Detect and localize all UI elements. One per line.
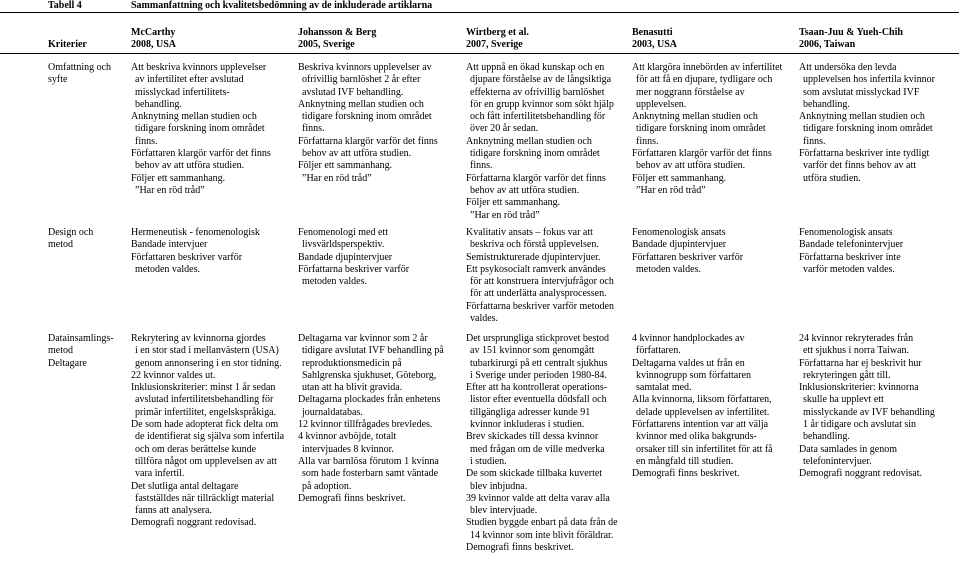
cell-line: tidigare forskning inom området: [636, 123, 766, 135]
cell-line: ”Har en röd tråd”: [135, 184, 205, 196]
study-year-4: 2003, USA: [632, 39, 678, 50]
cell-line: och om deras berättelse kunde: [135, 443, 257, 455]
table-cell: [799, 333, 935, 481]
cell-line: Alla var barnlösa förutom 1 kvinna: [298, 455, 439, 467]
cell-line: rekryteringen gått till.: [803, 369, 891, 381]
study-author-3: Wirtberg et al.: [466, 27, 529, 38]
cell-line: Anknytning mellan studien och: [632, 111, 758, 123]
cell-line: De som skickade tillbaka kuvertet: [466, 468, 603, 480]
cell-line: blev intervjuade.: [470, 505, 538, 517]
criterion-line: metod: [48, 239, 73, 251]
cell-line: som avslutat misslyckad IVF: [803, 86, 920, 98]
cell-line: Författarna beskriver inte tydligt: [799, 148, 930, 160]
cell-line: Studien byggde enbart på data från de: [466, 517, 618, 529]
cell-line: avslutad IVF behandling.: [302, 86, 404, 98]
header-rule: [0, 53, 959, 54]
cell-line: valdes.: [470, 313, 499, 325]
cell-line: på adoption.: [302, 480, 352, 492]
cell-line: tidigare forskning inom området: [470, 148, 600, 160]
cell-line: 14 kvinnor som inte blivit föräldrar.: [470, 529, 614, 541]
cell-line: djupare förståelse av de långsiktiga: [470, 74, 612, 86]
cell-line: 22 kvinnor valdes ut.: [131, 369, 216, 381]
study-year-2: 2005, Sverige: [298, 39, 355, 50]
cell-line: utföra studien.: [803, 172, 861, 184]
cell-line: behov av att utföra studien.: [636, 160, 746, 172]
cell-line: upplevelsen.: [636, 98, 687, 110]
cell-line: Följer ett sammanhang.: [632, 172, 727, 184]
cell-line: skulle ha upplevt ett: [803, 394, 884, 406]
cell-line: Fenomenologisk ansats: [632, 227, 726, 238]
cell-line: fastställdes när tillräckligt material: [135, 492, 275, 504]
cell-line: livsvärldsperspektiv.: [302, 239, 385, 251]
cell-line: blev inbjudna.: [470, 480, 528, 492]
cell-line: effekterna av ofrivillig barnlöshet: [470, 86, 605, 98]
cell-line: Författarna klargör varför det finns: [466, 172, 606, 184]
cell-line: tubarkirurgi på ett centralt sjukhus: [470, 357, 608, 369]
cell-line: finns.: [803, 135, 826, 147]
cell-line: Data samlades in genom: [799, 443, 898, 455]
cell-line: Inklusionskriterier: kvinnorna: [799, 382, 919, 394]
cell-line: för att få en djupare, tydligare och: [636, 74, 773, 86]
cell-line: de identifierat sig själva som infertila: [135, 431, 285, 443]
cell-line: 1 år tidigare och avslutat sin: [803, 419, 917, 431]
cell-line: finns.: [636, 135, 659, 147]
cell-line: Författarens intention var att välja: [632, 419, 769, 431]
cell-line: 12 kvinnor tillfrågades brevledes.: [298, 419, 433, 431]
cell-line: tidigare forskning inom området: [803, 123, 933, 135]
cell-line: Följer ett sammanhang.: [131, 172, 226, 184]
study-author-1: McCarthy: [131, 27, 176, 38]
cell-line: Demografi noggrant redovisat.: [799, 468, 923, 480]
title-rule: [0, 12, 959, 13]
cell-line: finns.: [302, 123, 325, 135]
cell-line: Följer ett sammanhang.: [466, 197, 561, 209]
criterion-line: Design och: [48, 227, 94, 238]
cell-line: Demografi noggrant redovisad.: [131, 517, 257, 529]
cell-line: Brev skickades till dessa kvinnor: [466, 431, 599, 443]
cell-line: metoden valdes.: [636, 263, 701, 275]
cell-line: Semistrukturerade djupintervjuer.: [466, 251, 601, 263]
cell-line: behov av att utföra studien.: [135, 160, 245, 172]
cell-line: Demografi finns beskrivet.: [632, 468, 740, 480]
cell-line: 4 kvinnor handplockades av: [632, 333, 745, 344]
cell-line: misslyckande av IVF behandling: [803, 406, 935, 418]
cell-line: Bandade intervjuer: [131, 239, 208, 251]
table-cell: [298, 62, 438, 185]
table-cell: [131, 227, 260, 276]
cell-line: i Sverige under perioden 1980-84.: [470, 369, 607, 381]
cell-line: Författarna beskriver inte: [799, 251, 901, 263]
cell-line: Att uppnå en ökad kunskap och en: [466, 62, 605, 73]
cell-line: telefonintervjuer.: [803, 455, 872, 467]
criterion-line: Deltagare: [48, 357, 87, 369]
cell-line: metoden valdes.: [135, 263, 200, 275]
table-cell: [298, 333, 444, 505]
study-year-3: 2007, Sverige: [466, 39, 523, 50]
cell-line: och fått infertilitetsbehandling för: [470, 111, 606, 123]
study-author-4: Benasutti: [632, 27, 673, 38]
cell-line: Fenomenologisk ansats: [799, 227, 893, 238]
cell-line: upplevelsen hos infertila kvinnor: [803, 74, 935, 86]
table-cell: [632, 227, 743, 276]
table-cell: [131, 333, 284, 530]
cell-line: varför det finns behov av att: [803, 160, 917, 172]
table-cell: [131, 62, 271, 197]
cell-line: Författaren beskriver varför: [131, 251, 243, 263]
cell-line: utan att ha blivit gravida.: [302, 382, 403, 394]
cell-line: Anknytning mellan studien och: [799, 111, 925, 123]
cell-line: för att konstruera intervjufrågor och: [470, 276, 614, 288]
cell-line: över 20 år sedan.: [470, 123, 539, 135]
cell-line: tidigare forskning inom området: [135, 123, 265, 135]
cell-line: Deltagarna plockades från enhetens: [298, 394, 441, 406]
criterion-line: syfte: [48, 74, 68, 86]
table-cell: [632, 62, 782, 197]
cell-line: 24 kvinnor rekryterades från: [799, 333, 914, 344]
cell-line: Bandade telefonintervjuer: [799, 239, 904, 251]
study-author-2: Johansson & Berg: [298, 27, 377, 38]
criterion-line: Omfattning och: [48, 62, 112, 73]
table-cell: [466, 333, 618, 554]
cell-line: tidigare avslutat IVF behandling på: [302, 345, 444, 357]
cell-line: Författarna har ej beskrivit hur: [799, 357, 922, 369]
cell-line: Demografi finns beskrivet.: [466, 542, 574, 554]
table-cell: [466, 227, 614, 325]
table-label: Tabell 4: [48, 0, 82, 11]
cell-line: Deltagarna var kvinnor som 2 år: [298, 333, 428, 344]
cell-line: Bandade djupintervjuer: [632, 239, 727, 251]
cell-line: Författaren klargör varför det finns: [632, 148, 772, 160]
cell-line: ”Har en röd tråd”: [470, 209, 540, 221]
table-title: Sammanfattning och kvalitetsbedömning av de inkluderade artiklarna: [131, 0, 433, 11]
cell-line: ”Har en röd tråd”: [636, 184, 706, 196]
cell-line: av 151 kvinnor som genomgått: [470, 345, 595, 357]
criterion-cell: [48, 227, 93, 252]
cell-line: Författaren klargör varför det finns: [131, 148, 271, 160]
cell-line: avslutad infertilitetsbehandling för: [135, 394, 274, 406]
cell-line: med frågan om de ville medverka: [470, 443, 605, 455]
cell-line: Författarna beskriver varför: [298, 263, 410, 275]
cell-line: listor efter eventuella dödsfall och: [470, 394, 607, 406]
cell-line: Följer ett sammanhang.: [298, 160, 393, 172]
cell-line: Det ursprungliga stickprovet bestod: [466, 333, 610, 344]
cell-line: 4 kvinnor avböjde, totalt: [298, 431, 397, 443]
cell-line: Författarna klargör varför det finns: [298, 135, 438, 147]
cell-line: kvinnogrupp som författaren: [636, 369, 751, 381]
cell-line: tillföra något om upplevelsen av att: [135, 455, 277, 467]
cell-line: Kvalitativ ansats – fokus var att: [466, 227, 593, 238]
cell-line: intervjuades 8 kvinnor.: [302, 443, 394, 455]
criterion-line: Datainsamlings-: [48, 333, 114, 344]
criterion-line: metod: [48, 345, 73, 357]
cell-line: Anknytning mellan studien och: [466, 135, 592, 147]
cell-line: Att klargöra innebörden av infertilitet: [632, 62, 783, 73]
cell-line: genom annonsering i en stor tidning.: [135, 357, 282, 369]
table-cell: [799, 227, 903, 276]
cell-line: Efter att ha kontrollerat operations-: [466, 382, 608, 394]
cell-line: fanns att analysera.: [135, 505, 212, 517]
cell-line: av infertilitet efter avslutad: [135, 74, 244, 86]
cell-line: 39 kvinnor valde att delta varav alla: [466, 492, 610, 504]
table-cell: [632, 333, 773, 481]
cell-line: tidigare forskning inom området: [302, 111, 432, 123]
cell-line: delade upplevelsen av infertilitet.: [636, 406, 770, 418]
cell-line: Hermeneutisk - fenomenologisk: [131, 227, 260, 238]
cell-line: vara infertil.: [135, 468, 185, 480]
criterion-cell: [48, 333, 114, 370]
cell-line: kvinnor inkluderas i studien.: [470, 419, 585, 431]
cell-line: i studien.: [470, 455, 507, 467]
cell-line: ”Har en röd tråd”: [302, 172, 372, 184]
cell-line: varför metoden valdes.: [803, 263, 895, 275]
cell-line: Deltagarna valdes ut från en: [632, 357, 745, 369]
cell-line: författaren.: [636, 345, 681, 357]
cell-line: Anknytning mellan studien och: [298, 98, 424, 110]
table-cell: [298, 227, 409, 288]
cell-line: reproduktionsmedicin på: [302, 357, 402, 369]
cell-line: tillgängliga adresser kunde 91: [470, 406, 591, 418]
cell-line: De som hade adopterat fick delta om: [131, 419, 279, 431]
cell-line: behandling.: [135, 98, 182, 110]
criterion-cell: [48, 62, 111, 87]
cell-line: Rekrytering av kvinnorna gjordes: [131, 333, 266, 344]
cell-line: Det slutliga antal deltagare: [131, 480, 239, 492]
cell-line: Demografi finns beskrivet.: [298, 492, 406, 504]
cell-line: samtalat med.: [636, 382, 692, 394]
cell-line: Inklusionskriterier: minst 1 år sedan: [131, 382, 276, 394]
criteria-header: Kriterier: [48, 39, 87, 50]
cell-line: misslyckad infertilitets-: [135, 86, 230, 98]
cell-line: orsaker till sin infertilitet för att få: [636, 443, 773, 455]
cell-line: beskriva och förstå upplevelsen.: [470, 239, 599, 251]
cell-line: metoden valdes.: [302, 276, 367, 288]
cell-line: Alla kvinnorna, liksom författaren,: [632, 394, 772, 406]
study-author-5: Tsaan-Juu & Yueh-Chih: [799, 27, 903, 38]
cell-line: ofrivillig barnlöshet 2 år efter: [302, 74, 421, 86]
cell-line: primär infertilitet, engelskspråkiga.: [135, 406, 277, 418]
cell-line: Beskriva kvinnors upplevelser av: [298, 62, 432, 73]
cell-line: som hade fosterbarn samt väntade: [302, 468, 439, 480]
cell-line: för att underlätta analysprocessen.: [470, 288, 607, 300]
cell-line: kvinnor med olika bakgrunds-: [636, 431, 757, 443]
cell-line: Att beskriva kvinnors upplevelser: [131, 62, 267, 73]
cell-line: finns.: [470, 160, 493, 172]
cell-line: en mångfald till studien.: [636, 455, 734, 467]
cell-line: behov av att utföra studien.: [302, 148, 412, 160]
study-year-5: 2006, Taiwan: [799, 39, 856, 50]
cell-line: Bandade djupintervjuer: [298, 251, 393, 263]
cell-line: journaldatabas.: [302, 406, 363, 418]
cell-line: Sahlgrenska sjukhuset, Göteborg,: [302, 369, 437, 381]
cell-line: Författarna beskriver varför metoden: [466, 300, 614, 312]
cell-line: Att undersöka den levda: [799, 62, 897, 73]
cell-line: för en grupp kvinnor som sökt hjälp: [470, 98, 614, 110]
cell-line: Anknytning mellan studien och: [131, 111, 257, 123]
cell-line: behov av att utföra studien.: [470, 184, 580, 196]
cell-line: i en stor stad i mellanvästern (USA): [135, 345, 279, 357]
cell-line: Ett psykosocialt ramverk användes: [466, 263, 606, 275]
cell-line: behandling.: [803, 98, 850, 110]
table-cell: [799, 62, 935, 185]
study-year-1: 2008, USA: [131, 39, 177, 50]
cell-line: mer noggrann förståelse av: [636, 86, 745, 98]
cell-line: Författaren beskriver varför: [632, 251, 744, 263]
cell-line: ett sjukhus i norra Taiwan.: [803, 345, 910, 357]
cell-line: Fenomenologi med ett: [298, 227, 388, 238]
cell-line: behandling.: [803, 431, 850, 443]
cell-line: finns.: [135, 135, 158, 147]
table-cell: [466, 62, 614, 222]
